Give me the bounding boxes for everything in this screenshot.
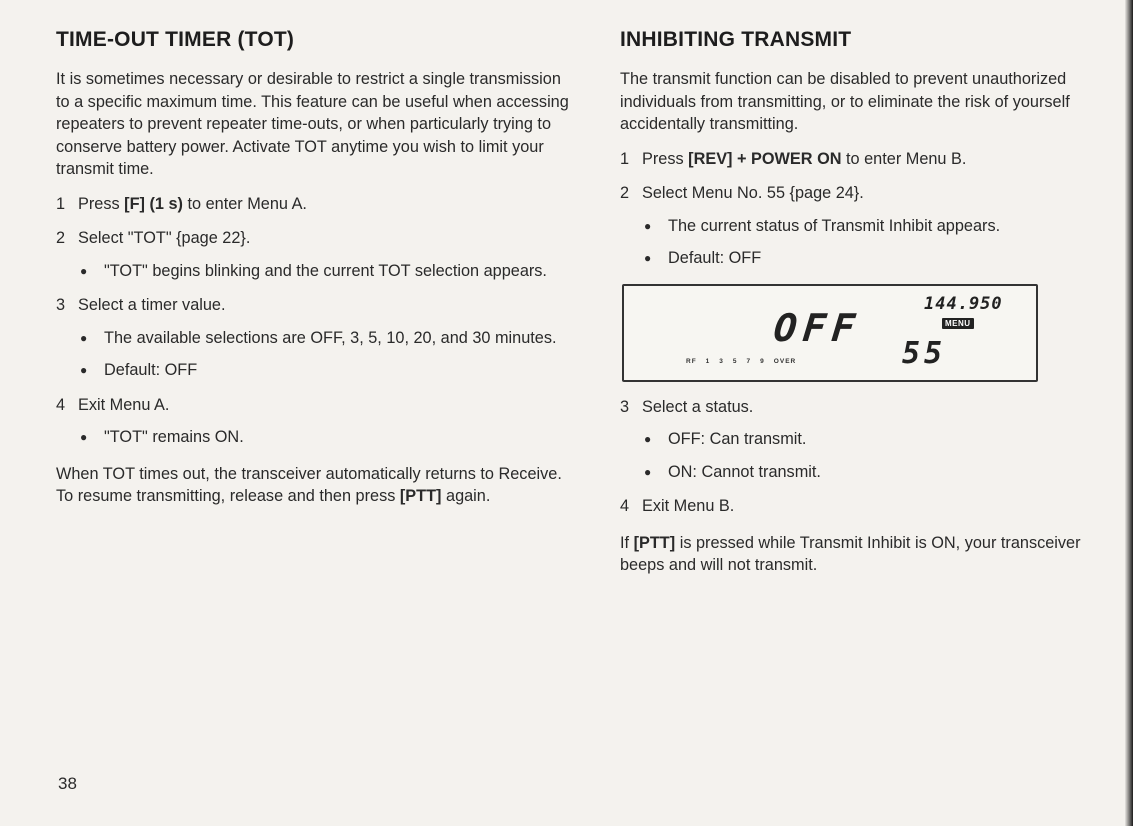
inhibit-intro: The transmit function can be disabled to prevent unauthorized individuals from transmitting, or to eliminate the risk of yourself accidentally transmitting. [620, 70, 1070, 133]
key-label: [F] (1 s) [124, 194, 183, 213]
meter-label: 5 [732, 357, 738, 365]
bullet-icon: ● [80, 430, 88, 444]
key-label: [REV] + POWER ON [688, 149, 842, 168]
lcd-frequency: 144.950 [924, 293, 1003, 314]
key-label: [PTT] [399, 487, 442, 505]
tot-heading: TIME-OUT TIMER (TOT) [56, 28, 295, 51]
tot-intro: It is sometimes necessary or desirable to restrict a single transmission to a specific maximum time. This feature can be useful when accessing repeaters to prevent repeater time-outs, or when particularly trying to conserve battery power. Activate TOT anytime you wish to limit your transmit time. [56, 70, 569, 178]
lcd-main-text: OFF [771, 305, 863, 350]
meter-label: RF [686, 357, 697, 365]
meter-label: 9 [760, 357, 765, 365]
key-label: [PTT] [633, 533, 676, 552]
list-item: ● Default: OFF [80, 359, 576, 382]
tot-step-2: 2 Select "TOT" {page 22}. [56, 227, 576, 250]
inhibit-heading: INHIBITING TRANSMIT [620, 28, 852, 51]
meter-label: 3 [719, 357, 724, 365]
list-item: ● OFF: Can transmit. [644, 428, 1120, 451]
list-item: ● Default: OFF [644, 247, 1120, 270]
lcd-meter-scale [686, 358, 805, 365]
tot-outro: When TOT times out, the transceiver automatically returns to Receive. To resume transmitting, release and then press [PTT] again. [56, 464, 562, 505]
step-number: 1 [56, 194, 66, 213]
step-number: 3 [620, 397, 630, 416]
page-number: 38 [58, 774, 77, 793]
step-number: 2 [56, 229, 66, 247]
bullet-icon: ● [80, 363, 88, 377]
bullet-icon: ● [644, 218, 652, 233]
bullet-icon: ● [644, 432, 652, 446]
inhibit-outro: If [PTT] is pressed while Transmit Inhibit is ON, your transceiver beeps and will not transmit. [620, 533, 1081, 574]
meter-label: OVER [773, 357, 797, 365]
inhibit-step-2: 2 Select Menu No. 55 {page 24}. [620, 182, 1120, 205]
page-edge-shadow [1125, 0, 1133, 826]
lcd-menu-number: 55 [902, 335, 947, 371]
bullet-icon: ● [644, 464, 652, 479]
inhibit-step-4: 4 Exit Menu B. [620, 495, 1120, 518]
tot-step-3: 3 Select a timer value. [56, 294, 576, 317]
step-number: 4 [620, 497, 630, 515]
bullet-icon: ● [80, 263, 88, 278]
left-column [56, 28, 576, 508]
lcd-display [622, 284, 1038, 382]
list-item: ● "TOT" begins blinking and the current TOT selection appears. [80, 260, 576, 283]
step-number: 2 [620, 184, 630, 202]
list-item: ● The available selections are OFF, 3, 5, 10, 20, and 30 minutes. [80, 327, 576, 350]
step-number: 1 [620, 149, 630, 168]
list-item: ● The current status of Transmit Inhibit appears. [644, 215, 1120, 238]
tot-step-1: 1 Press [F] (1 s) to enter Menu A. [56, 193, 576, 216]
list-item: ● ON: Cannot transmit. [644, 461, 1120, 484]
inhibit-step-1: 1 Press [REV] + POWER ON to enter Menu B. [620, 148, 1120, 171]
meter-label: 1 [705, 357, 711, 365]
bullet-icon: ● [80, 330, 88, 345]
inhibit-step-3: 3 Select a status. [620, 396, 1120, 419]
step-number: 3 [56, 296, 66, 314]
list-item: ● "TOT" remains ON. [80, 426, 576, 449]
tot-step-4: 4 Exit Menu A. [56, 394, 576, 417]
lcd-menu-badge: MENU [942, 318, 974, 329]
meter-label: 7 [746, 357, 752, 365]
step-number: 4 [56, 395, 66, 414]
bullet-icon: ● [644, 251, 652, 265]
right-column [620, 28, 1120, 577]
